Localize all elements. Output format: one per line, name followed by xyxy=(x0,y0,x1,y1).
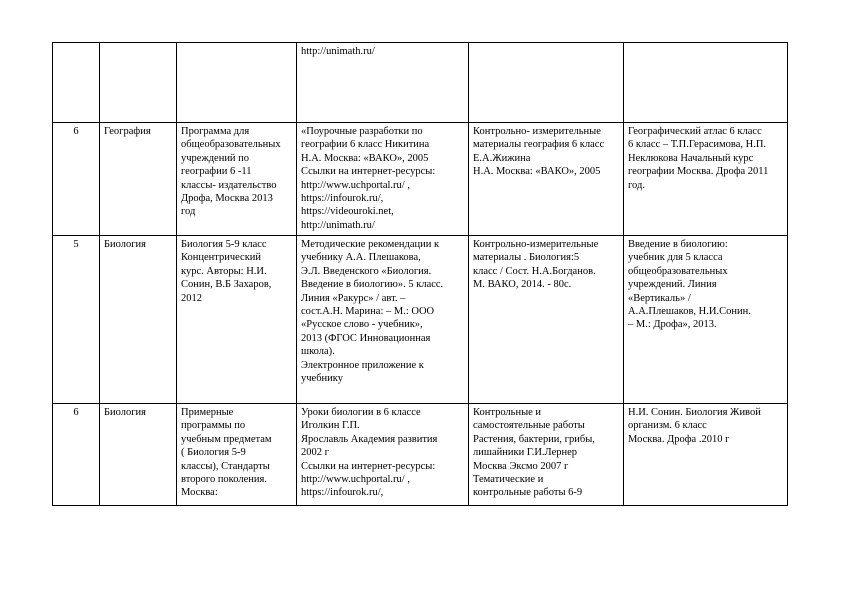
cell-text: География xyxy=(104,126,151,137)
cell-text-line: Контрольно- измерительные xyxy=(473,126,601,137)
cell-text-line: «Русское слово - учебник», xyxy=(301,319,423,331)
cell-text-line: классы- издательство xyxy=(181,179,277,191)
cell-text-line: Дрофа, Москва 2013 xyxy=(181,193,273,205)
cell-text-line: классы), Стандарты xyxy=(181,460,270,472)
subject-cell xyxy=(100,43,177,123)
control-materials-cell xyxy=(469,404,624,506)
cell-text: 6 xyxy=(73,407,79,418)
cell-text-line: географии Москва. Дрофа 2011 xyxy=(628,166,769,178)
methodical-materials-cell xyxy=(297,404,469,506)
cell-text-line: «Вертикаль» / xyxy=(628,292,691,304)
program-cell xyxy=(177,43,297,123)
cell-text-line: Контрольно-измерительные xyxy=(473,239,599,250)
cell-text-line: Уроки биологии в 6 классе xyxy=(301,407,421,418)
cell-text-line: Примерные xyxy=(181,407,234,418)
cell-text-line: самостоятельные работы xyxy=(473,420,585,432)
cell-text-line: программы по xyxy=(181,420,246,432)
subject-cell xyxy=(100,236,177,404)
row-number-cell xyxy=(53,404,100,506)
cell-text-line: Методические рекомендации к xyxy=(301,239,440,250)
cell-text-line: общеобразовательных xyxy=(181,139,281,151)
cell-text-line: Москва Эксмо 2007 г xyxy=(473,460,569,472)
cell-text-line: курс. Авторы: Н.И. xyxy=(181,265,267,277)
cell-text-line: Москва: xyxy=(181,487,218,499)
program-cell xyxy=(177,404,297,506)
table-row xyxy=(53,43,788,123)
cell-text-line: https://infourok.ru/, xyxy=(301,487,384,499)
cell-text-line: Тематические и xyxy=(473,474,544,486)
cell-text-line: http://www.uchportal.ru/ , xyxy=(301,474,410,486)
cell-text-line: географии 6 -11 xyxy=(181,166,252,178)
cell-text-line: 2002 г xyxy=(301,447,329,459)
cell-text-line: ( Биология 5-9 xyxy=(181,447,246,459)
cell-text-line: Электронное приложение к xyxy=(301,359,424,371)
subject-cell xyxy=(100,123,177,236)
cell-text-line: Иголкин Г.П. xyxy=(301,420,360,432)
additional-literature-cell xyxy=(624,43,788,123)
cell-text-line: Растения, бактерии, грибы, xyxy=(473,433,595,445)
cell-text-line: учебным предметам xyxy=(181,433,272,445)
cell-text-line: год xyxy=(181,206,196,218)
row-number-cell xyxy=(53,123,100,236)
methodical-materials-cell xyxy=(297,236,469,404)
cell-text: Биология xyxy=(104,239,147,250)
cell-text-line: Неклюкова Начальный курс xyxy=(628,152,754,164)
cell-text-line: Контрольные и xyxy=(473,407,542,418)
control-materials-cell xyxy=(469,43,624,123)
table-row xyxy=(53,404,788,506)
cell-text-line: контрольные работы 6-9 xyxy=(473,487,583,499)
cell-text-line: лишайники Г.И.Лернер xyxy=(473,447,578,459)
cell-text-line: Н.А. Москва: «ВАКО», 2005 xyxy=(473,166,601,178)
cell-text-line: Линия «Ракурс» / авт. – xyxy=(301,292,406,304)
cell-text-line: А.А.Плешаков, Н.И.Сонин. xyxy=(628,306,751,318)
additional-literature-cell xyxy=(624,236,788,404)
cell-text-line: материалы . Биология:5 xyxy=(473,252,580,264)
cell-text-line: 2013 (ФГОС Инновационная xyxy=(301,332,431,344)
cell-text-line: Москва. Дрофа .2010 г xyxy=(628,433,730,445)
cell-text-line: Программа для xyxy=(181,126,250,137)
table-row xyxy=(53,123,788,236)
cell-text-line: учреждений по xyxy=(181,152,250,164)
cell-text-line: – М.: Дрофа», 2013. xyxy=(628,319,717,331)
cell-text-line: Введение в биологию». 5 класс. xyxy=(301,279,444,291)
curriculum-table xyxy=(52,42,788,506)
cell-text-line: 6 класс – Т.П.Герасимова, Н.П. xyxy=(628,139,767,151)
cell-text-line: общеобразовательных xyxy=(628,265,728,277)
program-cell xyxy=(177,236,297,404)
cell-text-line: учебнику xyxy=(301,373,343,385)
cell-text-line: Н.И. Сонин. Биология Живой xyxy=(628,407,761,418)
cell-text-line: учреждений. Линия xyxy=(628,279,717,291)
subject-cell xyxy=(100,404,177,506)
cell-text-line: Биология 5-9 класс xyxy=(181,239,267,250)
row-number-cell xyxy=(53,236,100,404)
cell-text-line: Ссылки на интернет-ресурсы: xyxy=(301,460,436,472)
cell-text-line: Концентрический xyxy=(181,252,262,264)
cell-text-line: учебнику А.А. Плешакова, xyxy=(301,252,421,264)
cell-text-line: сост.А.Н. Марина: – М.: ООО xyxy=(301,306,435,318)
control-materials-cell xyxy=(469,123,624,236)
program-cell xyxy=(177,123,297,236)
cell-text-line: https://infourok.ru/, xyxy=(301,193,384,205)
cell-text-line: https://videouroki.net, xyxy=(301,206,394,218)
cell-text: Биология xyxy=(104,407,147,418)
cell-text: 6 xyxy=(73,126,79,137)
cell-text-line: Э.Л. Введенского «Биология. xyxy=(301,265,432,277)
additional-literature-cell xyxy=(624,123,788,236)
methodical-materials-cell xyxy=(297,43,469,123)
cell-text-line: Сонин, В.Б Захаров, xyxy=(181,279,272,291)
cell-text-line: учебник для 5 класса xyxy=(628,252,723,264)
cell-text-line: организм. 6 класс xyxy=(628,420,707,432)
cell-text-line: школа). xyxy=(301,346,335,358)
cell-text-line: Н.А. Москва: «ВАКО», 2005 xyxy=(301,152,429,164)
cell-text-line: 2012 xyxy=(181,292,202,304)
cell-text-line: Е.А.Жижина xyxy=(473,152,531,164)
row-number-cell xyxy=(53,43,100,123)
cell-text-line: Ссылки на интернет-ресурсы: xyxy=(301,166,436,178)
cell-text-line: http://unimath.ru/ xyxy=(301,219,375,231)
cell-text-line: класс / Сост. Н.А.Богданов. xyxy=(473,265,596,277)
cell-text-line: Ярославль Академия развития xyxy=(301,433,438,445)
cell-text-line: http://www.uchportal.ru/ , xyxy=(301,179,410,191)
additional-literature-cell xyxy=(624,404,788,506)
cell-text: 5 xyxy=(73,239,79,250)
cell-text-line: географии 6 класс Никитина xyxy=(301,139,430,151)
cell-text-line: второго поколения. xyxy=(181,474,267,486)
cell-text-line: М. ВАКО, 2014. - 80с. xyxy=(473,279,572,291)
control-materials-cell xyxy=(469,236,624,404)
table-row xyxy=(53,236,788,404)
cell-text-line: http://unimath.ru/ xyxy=(301,46,375,57)
cell-text-line: «Поурочные разработки по xyxy=(301,126,423,137)
cell-text-line: Введение в биологию: xyxy=(628,239,728,250)
cell-text-line: Географический атлас 6 класс xyxy=(628,126,762,137)
cell-text-line: год. xyxy=(628,179,645,191)
cell-text-line: материалы география 6 класс xyxy=(473,139,605,151)
methodical-materials-cell xyxy=(297,123,469,236)
